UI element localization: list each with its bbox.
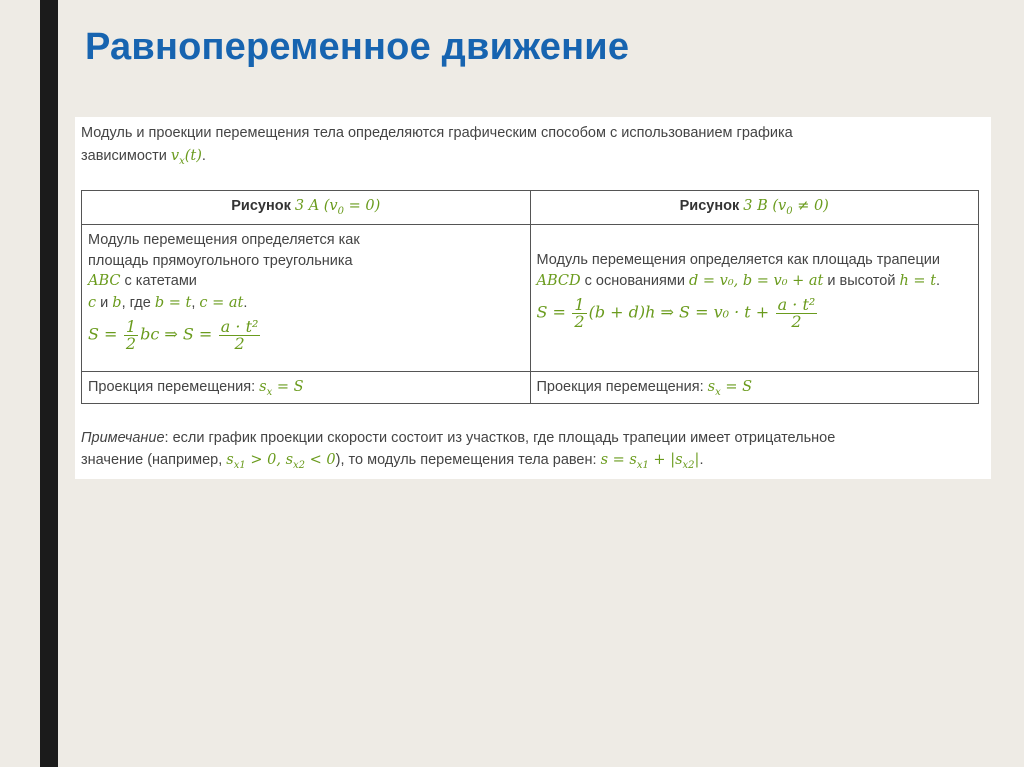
- slide-title: Равнопеременное движение: [85, 26, 630, 68]
- left-accent-bar: [40, 0, 58, 767]
- a-formula: S = $\frac{1}{2}$ bc ⇒ S = $\frac{\text{a · t²}}{2}$: [88, 317, 259, 354]
- comparison-table: [81, 190, 979, 404]
- a-line-1: Модуль перемещения определяется как: [88, 232, 360, 249]
- b-line-1: Модуль перемещения определяется как площадь трапеции: [536, 252, 940, 269]
- projection-a-label: Проекция перемещения:: [88, 378, 260, 395]
- intro-line-1: Модуль и проекции перемещения тела определяются графическим способом с использованием графика: [81, 125, 793, 141]
- intro-line-2-text: зависимости: [81, 148, 167, 164]
- cell-projection-b: Проекция перемещения: $s_x = S$: [530, 371, 979, 403]
- b-formula: S = $\frac{1}{2}$ (b + d)h ⇒ S = v₀ · t + $\frac{\text{a · t²}}{2}$: [536, 295, 816, 332]
- intro-line-2: зависимости $v_x(t)$.: [81, 148, 206, 167]
- cell-figure-a-description: [82, 225, 531, 371]
- a-line-2: площадь прямоугольного треугольника: [88, 253, 353, 270]
- projection-b-label: Проекция перемещения:: [536, 378, 708, 395]
- cell-projection-a: Проекция перемещения: $s_x = S$: [82, 371, 531, 403]
- cell-figure-b-description: [530, 225, 979, 371]
- a-line-3: ABC с катетами: [88, 273, 197, 290]
- b-line-2: ABCD с основаниями d = v₀, b = v₀ + at и высотой h = t.: [536, 273, 941, 290]
- intro-formula-v: $v_x(t)$: [170, 148, 202, 167]
- a-line-4: c и b, где b = t, c = at.: [88, 295, 248, 312]
- content-panel: [75, 117, 991, 479]
- note-label: Примечание: [81, 430, 165, 446]
- note-line-2: значение (например, $s_{x1} > 0$, $s_{x2} < 0$), то модуль перемещения тела равен: $s = s_{x1} + |s_{x2}|$.: [81, 452, 704, 471]
- note-line-1: Примечание: если график проекции скорости состоит из участков, где площадь трапеции имеет отрицательное: [81, 430, 836, 446]
- header-figure-a: Рисунок 3 A $(v_0 = 0)$: [82, 191, 531, 225]
- header-figure-b: Рисунок 3 B $(v_0 \ne 0)$: [530, 191, 979, 225]
